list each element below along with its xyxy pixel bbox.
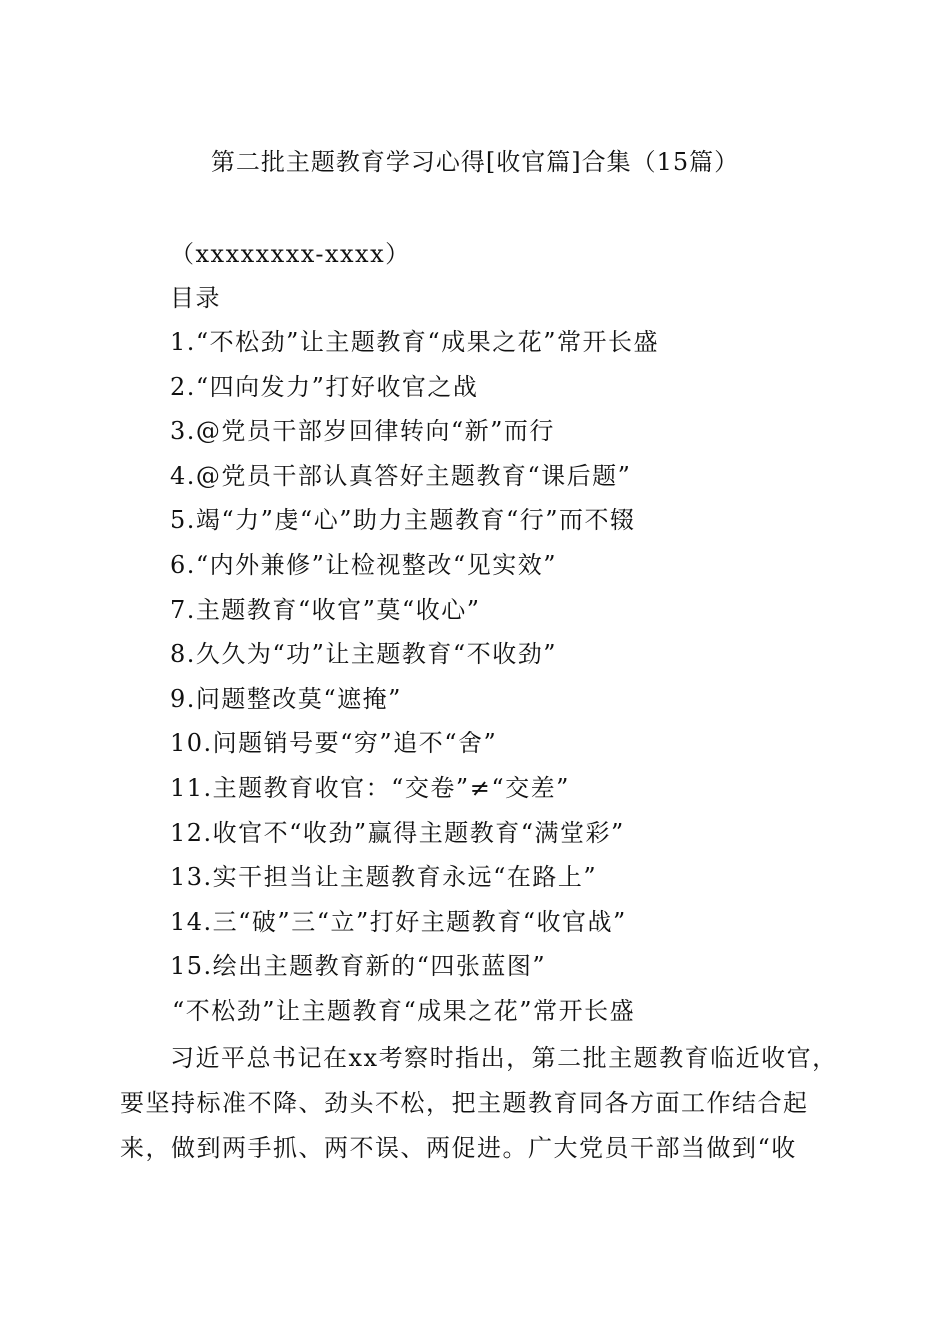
toc-item: 3.@党员干部岁回律转向“新”而行 <box>170 417 555 446</box>
toc-item: 5.竭“力”虔“心”助力主题教育“行”而不辍 <box>170 506 636 535</box>
table-of-contents <box>170 326 659 995</box>
toc-item: 11.主题教育收官：“交卷”≠“交差” <box>170 773 570 802</box>
toc-item: 10.问题销号要“穷”追不“舍” <box>170 729 498 758</box>
toc-item: 14.三“破”三“立”打好主题教育“收官战” <box>170 907 627 936</box>
toc-item: 1.“不松劲”让主题教育“成果之花”常开长盛 <box>170 328 659 356</box>
toc-heading: 目录 <box>170 284 221 312</box>
document-title: 第二批主题教育学习心得[收官篇]合集（15篇） <box>210 148 740 176</box>
document-code: （xxxxxxxx-xxxx） <box>170 240 411 268</box>
section-title: “不松劲”让主题教育“成果之花”常开长盛 <box>172 997 636 1025</box>
toc-item: 8.久久为“功”让主题教育“不收劲” <box>170 640 557 669</box>
toc-item: 4.@党员干部认真答好主题教育“课后题” <box>170 461 632 490</box>
toc-item: 9.问题整改莫“遮掩” <box>170 684 402 713</box>
toc-item: 6.“内外兼修”让检视整改“见实效” <box>170 550 557 579</box>
toc-item: 13.实干担当让主题教育永远“在路上” <box>170 863 598 892</box>
toc-item: 2.“四向发力”打好收官之战 <box>170 372 479 401</box>
toc-item: 15.绘出主题教育新的“四张蓝图” <box>170 952 547 981</box>
body-paragraph: 习近平总书记在xx考察时指出，第二批主题教育临近收官，要坚持标准不降、劲头不松，把主题教育同各方面工作结合起来，做到两手抓、两不误、两促进。广大党员干部当做到“收 <box>120 1044 838 1162</box>
toc-item: 7.主题教育“收官”莫“收心” <box>170 595 481 624</box>
toc-item: 12.收官不“收劲”赢得主题教育“满堂彩” <box>170 818 625 847</box>
